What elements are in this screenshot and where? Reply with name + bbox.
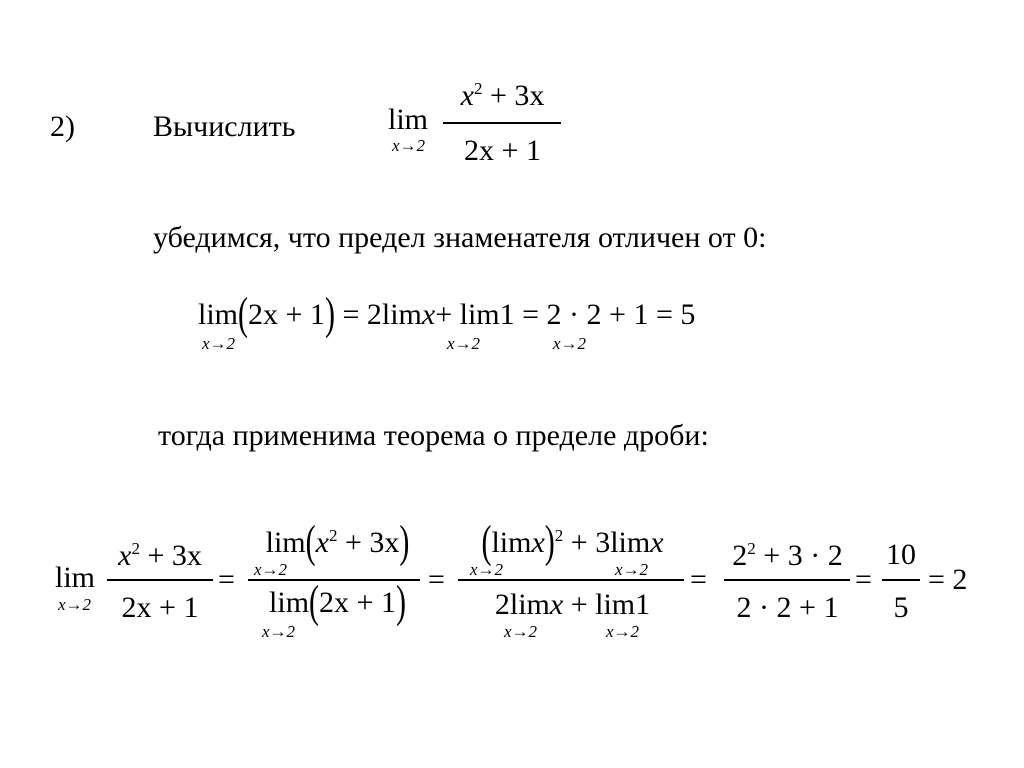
fraction-2-bar (248, 579, 420, 581)
lim-subscript: x→2 (504, 622, 538, 641)
denominator-limit-line: lim(2x + 1) = 2limx+ lim1 = 2 · 2 + 1 = 5 (198, 289, 696, 339)
equals-sign: = (428, 563, 445, 596)
fraction-4-denominator: 2 · 2 + 1 (736, 591, 839, 624)
fraction-3-numerator: $(\lim x)^2 + 3\lim x$ (481, 517, 664, 567)
fraction-2-denominator: lim(2x + 1) (269, 577, 406, 627)
fraction-5-denominator: 5 (893, 591, 909, 624)
lim-subscript: x→2 (254, 560, 288, 579)
lim-subscript: x→2 (615, 560, 649, 579)
fraction-5-numerator: 10 (886, 538, 916, 571)
fraction-4-numerator: $2^2 + 3 \cdot 2$ (732, 539, 843, 572)
check-text: убедимся, что предел знаменателя отличен от 0: (153, 221, 767, 254)
task-label: Вычислить (153, 110, 296, 143)
lim-subscript: x→2 (262, 622, 296, 641)
lim-subscript: x→2 (606, 622, 640, 641)
lim-subscript: x→2 (58, 595, 92, 614)
lim-subscript: x→2 (392, 136, 426, 155)
fraction-1-denominator: 2x + 1 (121, 591, 199, 624)
problem-number: 2) (50, 110, 75, 143)
fraction-numerator: $x^2 + 3x$ (460, 79, 545, 112)
fraction-1-numerator: $x^2 + 3x$ (118, 539, 202, 572)
equals-sign: = (690, 563, 707, 596)
fraction-2-numerator: $\lim(x^2 + 3x)$ (265, 517, 410, 567)
lim-operator: lim (55, 561, 96, 594)
fraction-4-bar (724, 579, 850, 581)
fraction-3-bar (458, 579, 684, 581)
fraction-denominator: 2x + 1 (464, 134, 541, 167)
lim-subscript: x→2 (447, 334, 481, 353)
theorem-text: тогда применима теорема о пределе дроби: (158, 419, 709, 452)
fraction-1-bar (107, 579, 213, 581)
lim-operator: lim (388, 103, 429, 136)
final-result: = 2 (928, 563, 968, 596)
equals-sign: = (218, 563, 235, 596)
lim-subscript: x→2 (553, 334, 587, 353)
fraction-5-bar (882, 579, 920, 581)
fraction-3-denominator: 2limx + lim1 (494, 588, 651, 621)
equals-sign: = (855, 563, 872, 596)
lim-subscript: x→2 (470, 560, 504, 579)
lim-subscript: x→2 (202, 334, 236, 353)
fraction-bar (443, 122, 561, 124)
